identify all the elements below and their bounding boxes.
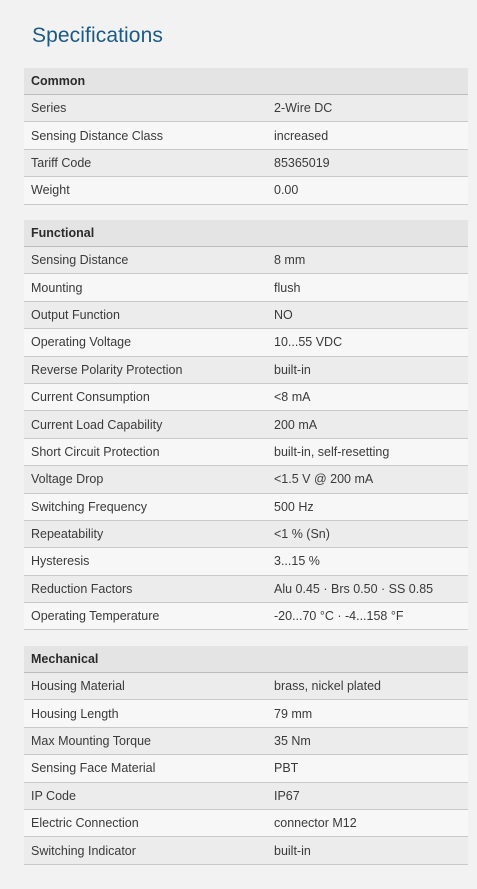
spec-value: 0.00 — [274, 183, 299, 198]
spec-value: flush — [274, 280, 301, 295]
spec-value: <1 % (Sn) — [274, 527, 330, 542]
spec-label: Switching Frequency — [31, 499, 148, 514]
spec-value: 200 mA — [274, 417, 318, 432]
spec-value: <8 mA — [274, 390, 311, 405]
spec-row — [24, 95, 468, 122]
spec-row — [24, 837, 468, 864]
spec-row — [24, 810, 468, 837]
spec-row — [24, 521, 468, 548]
spec-table — [24, 95, 468, 205]
spec-label: Housing Length — [31, 706, 119, 721]
spec-row — [24, 603, 468, 630]
spec-label: Switching Indicator — [31, 843, 136, 858]
spec-label: Current Consumption — [31, 390, 150, 405]
spec-value: built-in — [274, 843, 311, 858]
spec-value: built-in — [274, 362, 311, 377]
spec-label: Current Load Capability — [31, 417, 163, 432]
spec-row — [24, 274, 468, 301]
spec-value: <1.5 V @ 200 mA — [274, 472, 374, 487]
spec-value: 10...55 VDC — [274, 335, 343, 350]
spec-label: Repeatability — [31, 527, 104, 542]
spec-row — [24, 576, 468, 603]
spec-label: Weight — [31, 183, 70, 198]
spec-row — [24, 673, 468, 700]
spec-row — [24, 466, 468, 493]
spec-value: 3...15 % — [274, 554, 320, 569]
spec-value: 8 mm — [274, 253, 306, 268]
section-functional — [24, 220, 468, 630]
spec-label: Output Function — [31, 307, 120, 322]
spec-value: 79 mm — [274, 706, 313, 721]
spec-value: brass, nickel plated — [274, 679, 382, 694]
spec-label: Sensing Distance — [31, 253, 129, 268]
spec-label: Reduction Factors — [31, 581, 133, 596]
spec-value: PBT — [274, 761, 299, 776]
spec-row — [24, 357, 468, 384]
spec-label: Sensing Face Material — [31, 761, 156, 776]
spec-label: Voltage Drop — [31, 472, 104, 487]
spec-row — [24, 494, 468, 521]
spec-row — [24, 177, 468, 204]
spec-label: Short Circuit Protection — [31, 444, 160, 459]
spec-row — [24, 439, 468, 466]
spec-label: Sensing Distance Class — [31, 128, 164, 143]
spec-row — [24, 302, 468, 329]
spec-row — [24, 783, 468, 810]
spec-value: -20...70 °C · -4...158 °F — [274, 609, 404, 624]
spec-value: 85365019 — [274, 155, 330, 170]
spec-value: 2-Wire DC — [274, 101, 333, 116]
spec-row — [24, 122, 468, 149]
spec-value: built-in, self-resetting — [274, 444, 390, 459]
spec-label: IP Code — [31, 788, 76, 803]
spec-value: 500 Hz — [274, 499, 314, 514]
spec-row — [24, 329, 468, 356]
spec-row — [24, 755, 468, 782]
spec-label: Reverse Polarity Protection — [31, 362, 183, 377]
section-heading: Mechanical — [24, 646, 468, 673]
spec-row — [24, 150, 468, 177]
spec-row — [24, 384, 468, 411]
spec-value: increased — [274, 128, 329, 143]
section-common — [24, 68, 468, 205]
spec-label: Series — [31, 101, 67, 116]
spec-row — [24, 728, 468, 755]
spec-label: Electric Connection — [31, 816, 139, 831]
spec-label: Hysteresis — [31, 554, 90, 569]
spec-label: Max Mounting Torque — [31, 733, 151, 748]
spec-value: IP67 — [274, 788, 300, 803]
spec-row — [24, 700, 468, 727]
section-heading: Functional — [24, 220, 468, 247]
spec-label: Housing Material — [31, 679, 125, 694]
spec-label: Mounting — [31, 280, 83, 295]
spec-table — [24, 673, 468, 865]
spec-value: connector M12 — [274, 816, 357, 831]
spec-row — [24, 247, 468, 274]
spec-value: 35 Nm — [274, 733, 311, 748]
spec-value: NO — [274, 307, 293, 322]
spec-row — [24, 411, 468, 438]
spec-table — [24, 247, 468, 630]
spec-label: Operating Temperature — [31, 609, 160, 624]
spec-label: Operating Voltage — [31, 335, 132, 350]
spec-label: Tariff Code — [31, 155, 92, 170]
spec-value: Alu 0.45 · Brs 0.50 · SS 0.85 — [274, 581, 434, 596]
spec-row — [24, 548, 468, 575]
section-mechanical — [24, 646, 468, 865]
page-title: Specifications — [32, 24, 163, 47]
section-heading: Common — [24, 68, 468, 95]
